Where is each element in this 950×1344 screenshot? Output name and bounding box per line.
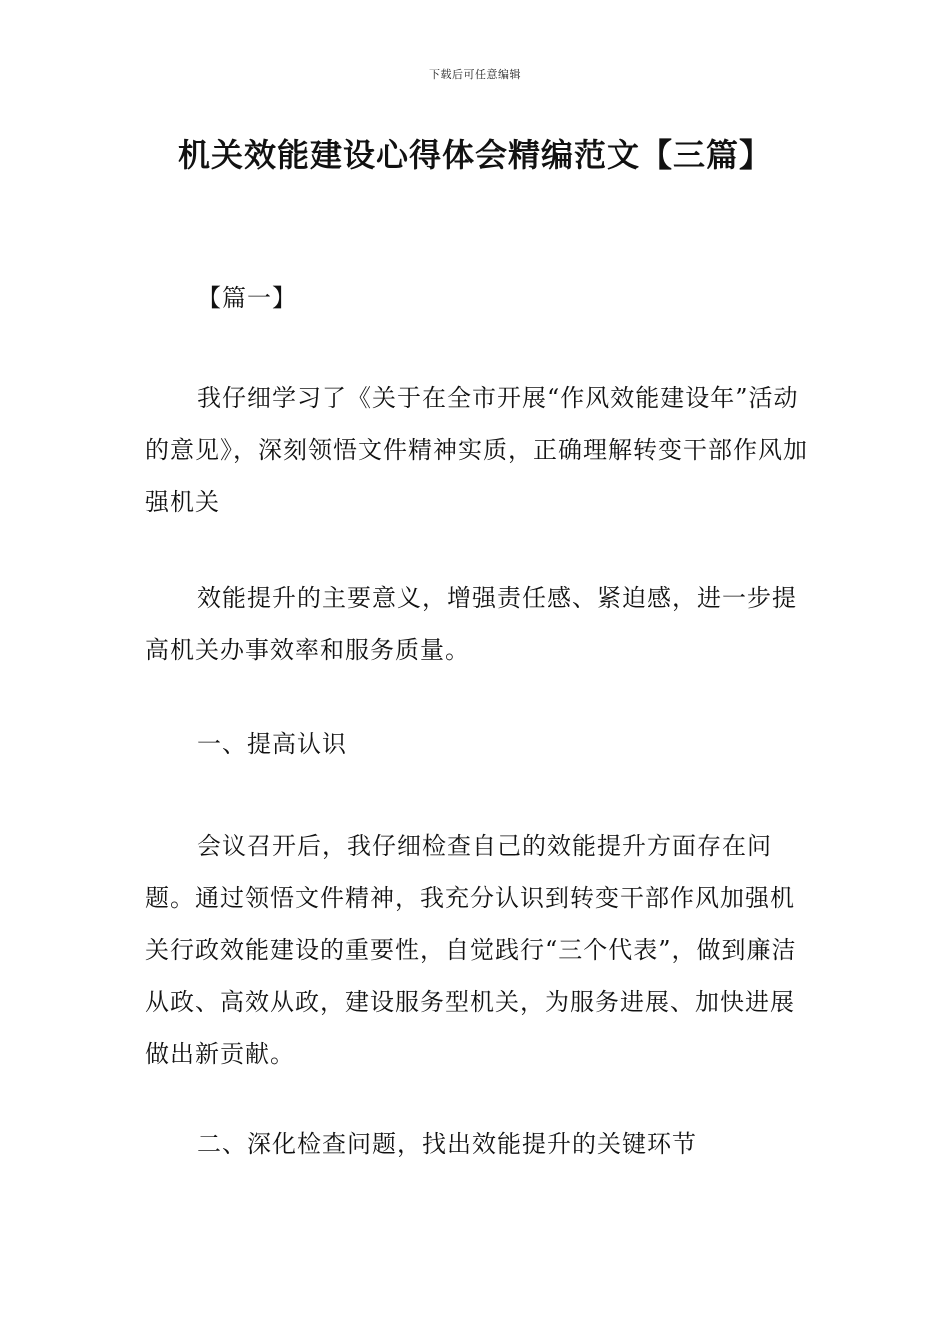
paragraph-3-text: 会议召开后，我仔细检查自己的效能提升方面存在问题。通过领悟文件精神，我充分认识到转变干部作风加强机关行政效能建设的重要性，自觉践行“三个代表”，做到廉洁从政、高效从政，建设服务型机关，为服务进展、加快进展做出新贡献。 (145, 832, 797, 1068)
heading-2: 二、深化检查问题，找出效能提升的关键环节 (197, 1130, 697, 1158)
paragraph-2 (145, 572, 815, 676)
paragraph-3 (145, 820, 815, 1080)
part-label: 【篇一】 (197, 284, 297, 312)
paragraph-2-text: 效能提升的主要意义，增强责任感、紧迫感，进一步提高机关办事效率和服务质量。 (145, 584, 797, 664)
paragraph-1 (145, 372, 815, 528)
heading-1: 一、提高认识 (197, 730, 347, 758)
paragraph-1-text: 我仔细学习了《关于在全市开展“作风效能建设年”活动的意见》，深刻领悟文件精神实质，正确理解转变干部作风加强机关 (145, 384, 808, 516)
header-note: 下载后可任意编辑 (429, 68, 521, 81)
document-title: 机关效能建设心得体会精编范文【三篇】 (177, 136, 772, 174)
